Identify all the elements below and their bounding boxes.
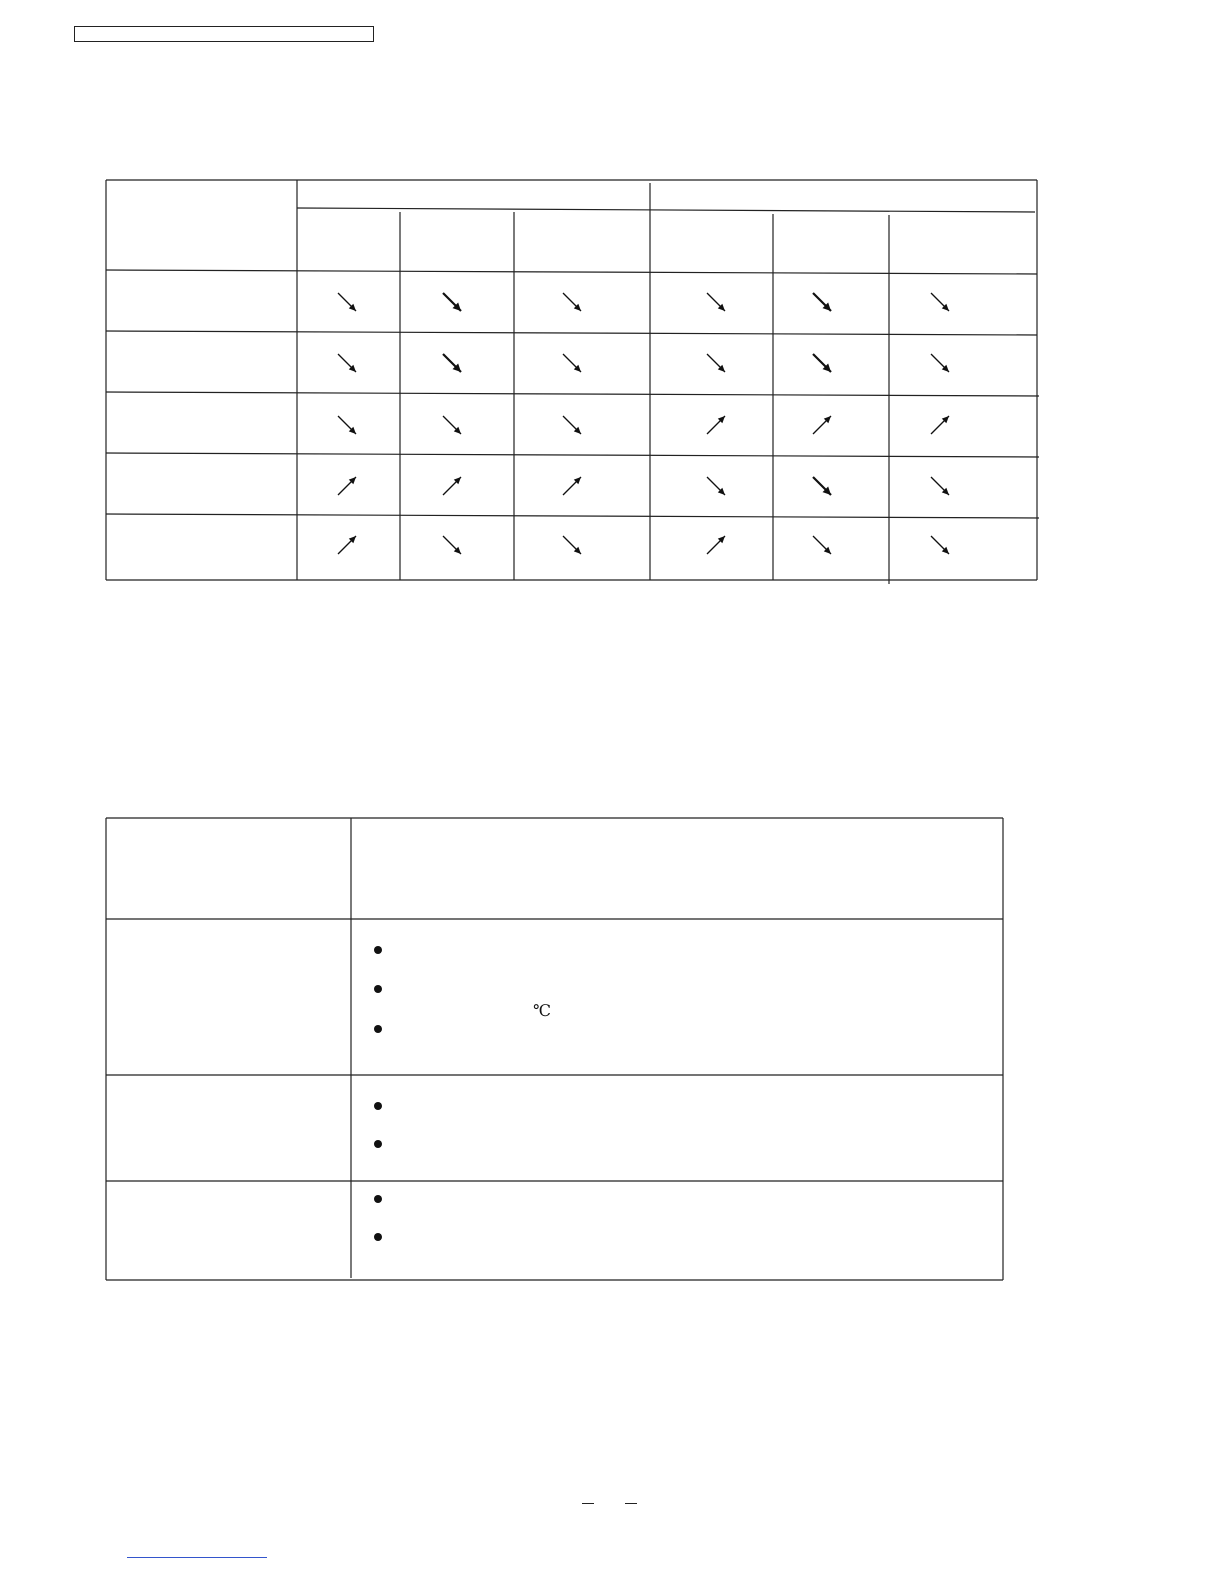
down-right-icon xyxy=(707,354,725,372)
down-right-icon xyxy=(338,354,356,372)
down-right-icon xyxy=(563,354,581,372)
bullet-icon xyxy=(374,1233,382,1241)
down-right-icon xyxy=(707,477,725,495)
down-right-bold-icon xyxy=(813,477,831,495)
down-right-icon xyxy=(931,477,949,495)
bullet-icon xyxy=(374,985,382,993)
up-right-icon xyxy=(563,477,581,495)
down-right-bold-icon xyxy=(813,354,831,372)
down-right-bold-icon xyxy=(443,354,461,372)
down-right-icon xyxy=(443,416,461,434)
down-right-icon xyxy=(931,536,949,554)
down-right-icon xyxy=(443,536,461,554)
down-right-icon xyxy=(931,293,949,311)
down-right-icon xyxy=(338,416,356,434)
up-right-icon xyxy=(338,477,356,495)
bullet-icon xyxy=(374,946,382,954)
notes-table-grid xyxy=(106,818,1003,1280)
down-right-icon xyxy=(338,293,356,311)
up-right-icon xyxy=(707,416,725,434)
down-right-bold-icon xyxy=(443,293,461,311)
down-right-icon xyxy=(563,293,581,311)
up-right-icon xyxy=(338,536,356,554)
down-right-icon xyxy=(563,416,581,434)
down-right-icon xyxy=(813,536,831,554)
celsius-symbol: ℃ xyxy=(533,1001,551,1020)
bullet-icon xyxy=(374,1102,382,1110)
arrow-table xyxy=(0,0,1224,620)
up-right-icon xyxy=(707,536,725,554)
down-right-icon xyxy=(707,293,725,311)
up-right-icon xyxy=(813,416,831,434)
bullet-icon xyxy=(374,1140,382,1148)
down-right-icon xyxy=(931,354,949,372)
page-number-dash-left xyxy=(582,1503,594,1504)
bullet-icon xyxy=(374,1025,382,1033)
page-number-dash-right xyxy=(625,1503,637,1504)
bullet-icon xyxy=(374,1195,382,1203)
down-right-icon xyxy=(563,536,581,554)
arrow-table-grid xyxy=(106,180,1039,584)
footer-link[interactable] xyxy=(127,1557,267,1558)
up-right-icon xyxy=(443,477,461,495)
down-right-bold-icon xyxy=(813,293,831,311)
up-right-icon xyxy=(931,416,949,434)
